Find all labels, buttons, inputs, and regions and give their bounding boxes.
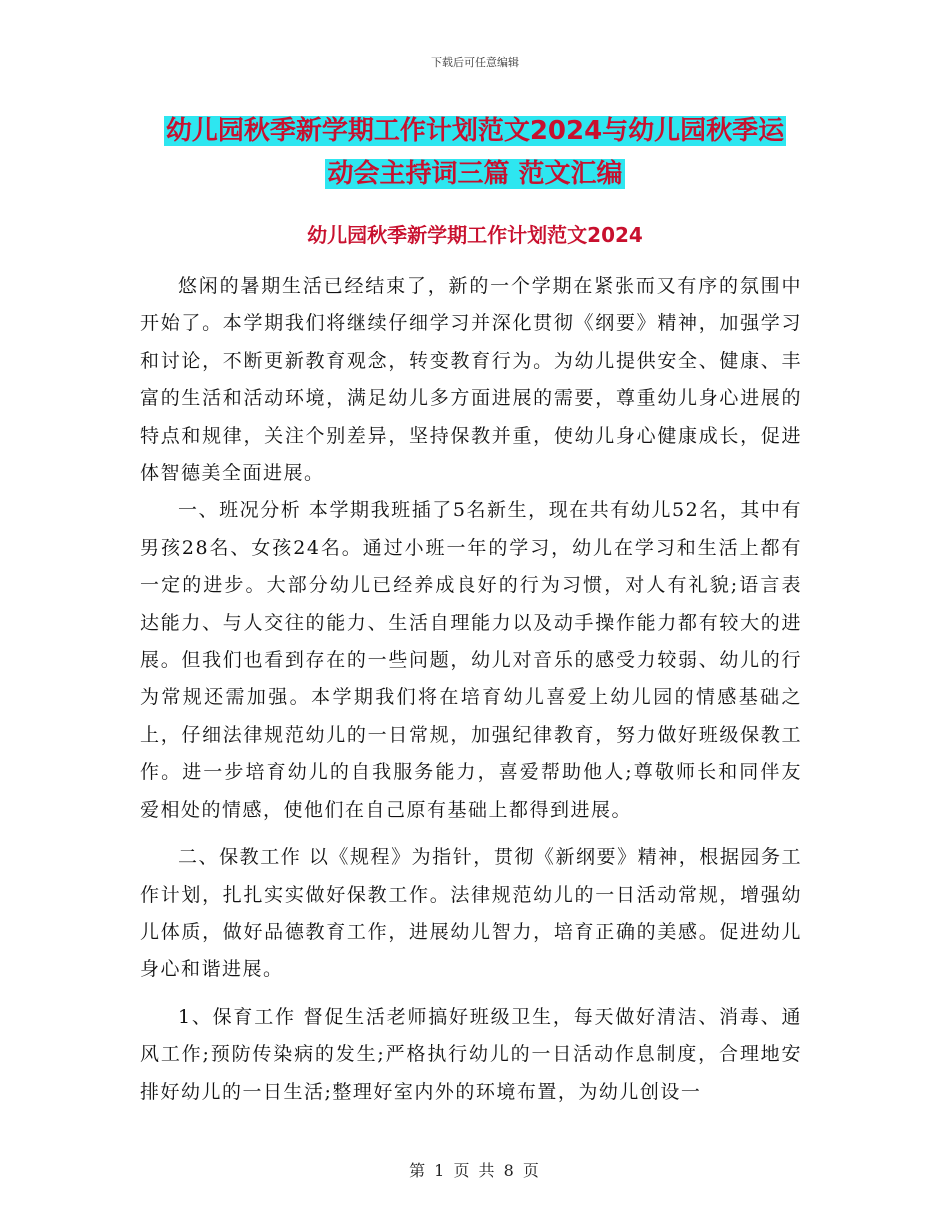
paragraph-intro: 悠闲的暑期生活已经结束了，新的一个学期在紧张而又有序的氛围中开始了。本学期我们将继续仔细学习并深化贯彻《纲要》精神，加强学习和讨论，不断更新教育观念，转变教育行为。为幼儿提供安全、健康、丰富的生活和活动环境，满足幼儿多方面进展的需要，尊重幼儿身心进展的特点和规律，关注个别差异，坚持保教并重，使幼儿身心健康成长，促进体智德美全面进展。 [140, 275, 802, 485]
page-footer: 第 1 页 共 8 页 [409, 1161, 541, 1180]
paragraph-class-analysis: 一、班况分析 本学期我班插了5名新生，现在共有幼儿52名，其中有男孩28名、女孩24名。通过小班一年的学习，幼儿在学习和生活上都有一定的进步。大部分幼儿已经养成良好的行为习惯，对人有礼貌;语言表达能力、与人交往的能力、生活自理能力以及动手操作能力都有较大的进展。但我们也看到存在的一些问题，幼儿对音乐的感受力较弱、幼儿的行为常规还需加强。本学期我们将在培育幼儿喜爱上幼儿园的情感基础之上，仔细法律规范幼儿的一日常规，加强纪律教育，努力做好班级保教工作。进一步培育幼儿的自我服务能力，喜爱帮助他人;尊敬师长和同伴友爱相处的情感，使他们在自己原有基础上都得到进展。 [140, 499, 802, 821]
document-title-line-2 [0, 155, 950, 193]
section-title: 幼儿园秋季新学期工作计划范文2024 [307, 223, 643, 247]
title-highlight: 动会主持词三篇 范文汇编 [327, 159, 623, 189]
body-text [140, 268, 802, 1111]
title-highlight: 幼儿园秋季新学期工作计划范文2024与幼儿园秋季运 [165, 116, 785, 146]
paragraph-care-work: 1、保育工作 督促生活老师搞好班级卫生，每天做好清洁、消毒、通风工作;预防传染病的发生;严格执行幼儿的一日活动作息制度，合理地安排好幼儿的一日生活;整理好室内外的环境布置，为幼儿创设一 [140, 1005, 802, 1103]
paragraph-care-education: 二、保教工作 以《规程》为指针，贯彻《新纲要》精神，根据园务工作计划，扎扎实实做好保教工作。法律规范幼儿的一日活动常规，增强幼儿体质，做好品德教育工作，进展幼儿智力，培育正确的美感。促进幼儿身心和谐进展。 [140, 846, 802, 981]
header-note: 下载后可任意编辑 [431, 56, 519, 69]
document-title-line-1 [0, 112, 950, 150]
